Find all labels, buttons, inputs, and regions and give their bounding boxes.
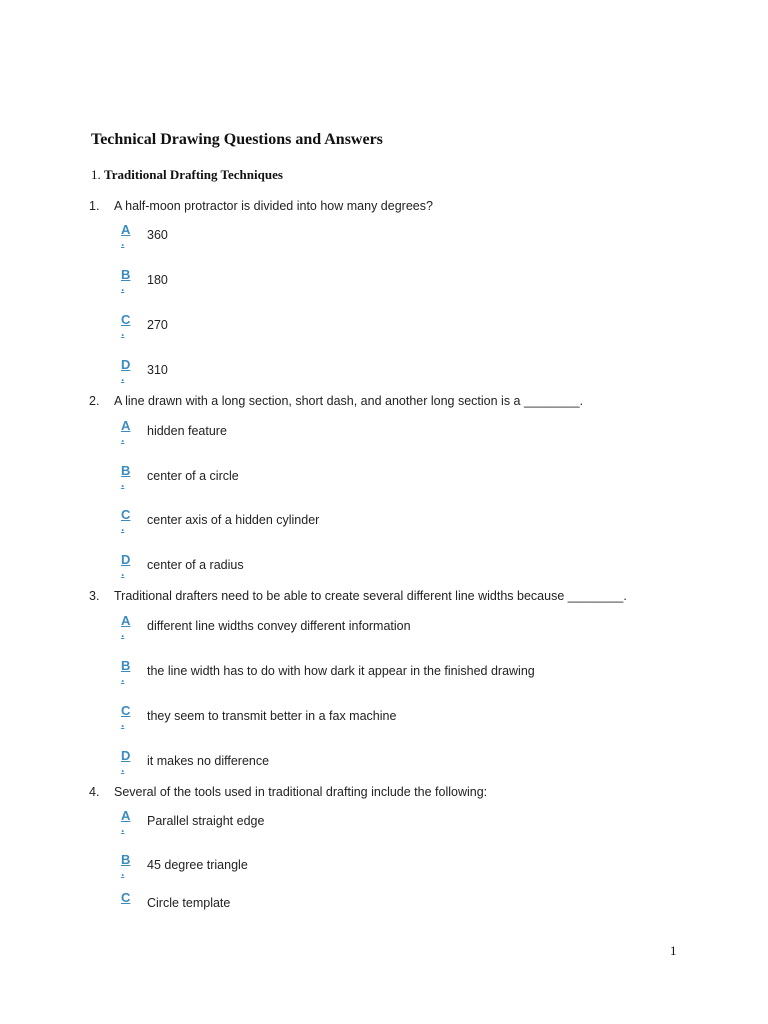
option-letter-link[interactable]: D	[121, 357, 131, 372]
option-text: center of a radius	[147, 558, 244, 572]
option-dot-link[interactable]: .	[121, 431, 125, 445]
option-dot-link[interactable]: .	[121, 865, 125, 879]
question-text: Several of the tools used in traditional drafting include the following:	[114, 785, 488, 799]
option-dot-link[interactable]: .	[121, 520, 125, 534]
option-letter-link[interactable]: B	[121, 463, 131, 478]
option-dot-link[interactable]: .	[121, 626, 125, 640]
option-text: Parallel straight edge	[147, 814, 265, 828]
option-text: center of a circle	[147, 469, 239, 483]
question-text: A half-moon protractor is divided into how many degrees?	[114, 199, 433, 213]
option-text: 310	[147, 363, 168, 377]
option-text: they seem to transmit better in a fax machine	[147, 709, 397, 723]
option-dot-link[interactable]: .	[121, 671, 125, 685]
question-4	[89, 785, 729, 799]
option-text: 270	[147, 318, 168, 332]
option-letter-link[interactable]: A	[121, 808, 131, 823]
question-text: Traditional drafters need to be able to create several different line widths because ________.	[114, 589, 627, 603]
option-letter-link[interactable]: A	[121, 613, 131, 628]
option-text: the line width has to do with how dark it appear in the finished drawing	[147, 664, 535, 678]
option-dot-link[interactable]: .	[121, 761, 125, 775]
option-letter-link[interactable]: C	[121, 703, 131, 718]
option-letter-link[interactable]: C	[121, 890, 131, 905]
section-number: 1.	[91, 167, 101, 182]
option-dot-link[interactable]: .	[121, 565, 125, 579]
section-name: Traditional Drafting Techniques	[104, 167, 283, 182]
option-text: hidden feature	[147, 424, 227, 438]
question-2	[89, 394, 729, 408]
question-3	[89, 589, 729, 603]
option-letter-link[interactable]: A	[121, 222, 131, 237]
option-text: center axis of a hidden cylinder	[147, 513, 320, 527]
document-title: Technical Drawing Questions and Answers	[91, 131, 383, 148]
option-text: different line widths convey different information	[147, 619, 411, 633]
option-letter-link[interactable]: D	[121, 748, 131, 763]
option-letter-link[interactable]: C	[121, 312, 131, 327]
option-letter-link[interactable]: B	[121, 852, 131, 867]
option-text: 360	[147, 228, 168, 242]
option-letter-link[interactable]: D	[121, 552, 131, 567]
question-number: 2.	[89, 394, 100, 408]
option-text: 45 degree triangle	[147, 858, 248, 872]
option-dot-link[interactable]: .	[121, 821, 125, 835]
question-1	[89, 199, 729, 213]
option-letter-link[interactable]: B	[121, 267, 131, 282]
question-number: 4.	[89, 785, 100, 799]
option-dot-link[interactable]: .	[121, 235, 125, 249]
option-dot-link[interactable]: .	[121, 476, 125, 490]
option-letter-link[interactable]: C	[121, 507, 131, 522]
option-dot-link[interactable]: .	[121, 370, 125, 384]
option-text: it makes no difference	[147, 754, 270, 768]
question-number: 1.	[89, 199, 100, 213]
option-dot-link[interactable]: .	[121, 280, 125, 294]
option-dot-link[interactable]: .	[121, 716, 125, 730]
option-dot-link[interactable]: .	[121, 325, 125, 339]
option-text: Circle template	[147, 896, 231, 910]
question-text: A line drawn with a long section, short dash, and another long section is a ________.	[114, 394, 584, 408]
option-text: 180	[147, 273, 168, 287]
section-heading	[91, 167, 283, 183]
question-number: 3.	[89, 589, 100, 603]
page-number: 1	[670, 943, 677, 958]
option-letter-link[interactable]: B	[121, 658, 131, 673]
option-letter-link[interactable]: A	[121, 418, 131, 433]
